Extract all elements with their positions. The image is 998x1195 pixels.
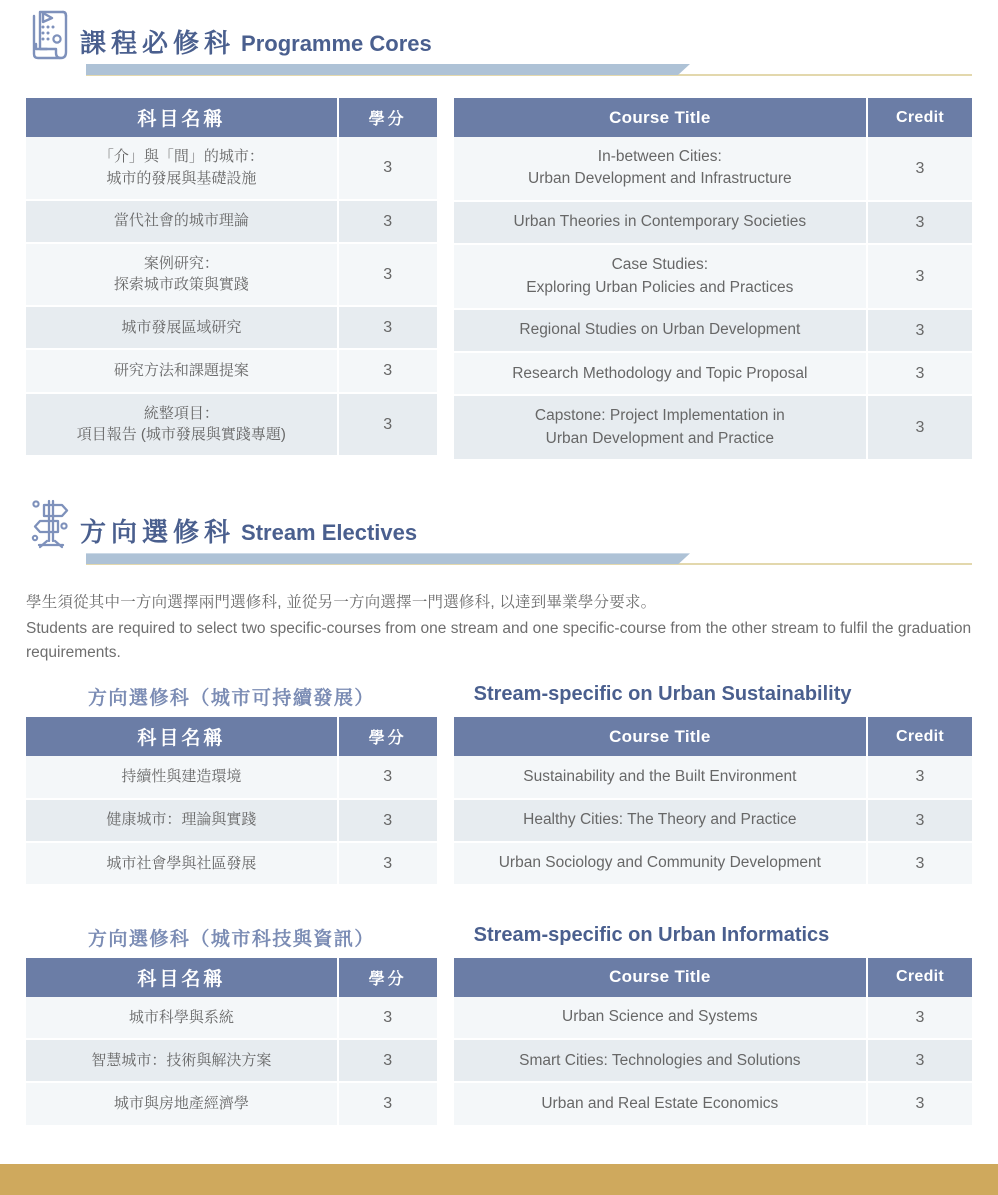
cell-course-title: 統整項目： 項目報告 (城市發展與實踐專題) <box>26 393 338 457</box>
cell-course-title: 案例研究： 探索城市政策與實踐 <box>26 243 338 307</box>
stream-subtitle-cn: 方向選修科（城市科技與資訊） <box>87 928 375 950</box>
cell-credit: 3 <box>867 352 972 395</box>
col-header-credit-en: Credit <box>867 98 972 137</box>
cell-course-title: 城市社會學與社區發展 <box>26 842 338 885</box>
divider-blue-bar <box>86 64 690 75</box>
table-header-row <box>454 98 972 137</box>
cores-table-en-body <box>454 137 972 460</box>
cell-credit: 3 <box>867 137 972 201</box>
cell-course-title: 「介」與「間」的城市： 城市的發展與基礎設施 <box>26 137 338 200</box>
table-header-row <box>454 717 972 756</box>
table-row <box>26 1039 437 1082</box>
cell-credit: 3 <box>338 200 437 243</box>
cell-course-title: Urban Science and Systems <box>454 997 867 1039</box>
stream-informatics-titles <box>0 924 998 951</box>
stream-informatics-table-en <box>454 958 972 1127</box>
section-title-en-cores: Programme Cores <box>241 31 432 56</box>
cell-course-title: Regional Studies on Urban Development <box>454 309 867 352</box>
table-row <box>454 352 972 395</box>
table-header-row <box>26 98 437 137</box>
cell-credit: 3 <box>338 756 437 798</box>
stream-informatics-cn-body <box>26 997 437 1126</box>
cell-course-title: Urban Sociology and Community Development <box>454 842 867 885</box>
cell-course-title: 智慧城市：技術與解決方案 <box>26 1039 338 1082</box>
col-header-credit-cn: 學分 <box>338 98 437 137</box>
table-row <box>454 309 972 352</box>
col-header-credit-en: Credit <box>867 958 972 997</box>
col-header-credit-cn: 學分 <box>338 717 437 756</box>
cell-credit: 3 <box>338 842 437 885</box>
stream-subtitle-en: Stream-specific on Urban Informatics <box>473 923 830 946</box>
table-header-row <box>454 958 972 997</box>
cell-credit: 3 <box>867 1082 972 1125</box>
signpost-icon <box>26 495 74 551</box>
table-row <box>454 997 972 1039</box>
stream-sustainability-table-pair <box>0 717 998 886</box>
cell-course-title: 城市科學與系統 <box>26 997 338 1039</box>
table-row <box>454 842 972 885</box>
cell-credit: 3 <box>867 799 972 842</box>
stream-sustainability-en-body <box>454 756 972 885</box>
footer-accent-bar <box>0 1164 998 1195</box>
stream-informatics-table-pair <box>0 958 998 1127</box>
cell-credit: 3 <box>867 244 972 309</box>
table-row <box>26 393 437 457</box>
stream-sustainability-cn-body <box>26 756 437 885</box>
stream-sustainability-titles <box>0 683 998 710</box>
cell-credit: 3 <box>867 309 972 352</box>
col-header-credit-cn: 學分 <box>338 958 437 997</box>
cell-credit: 3 <box>867 756 972 798</box>
cell-credit: 3 <box>338 1082 437 1125</box>
col-header-course-title-cn: 科目名稱 <box>26 958 338 997</box>
cell-course-title: Sustainability and the Built Environment <box>454 756 867 798</box>
divider-blue-bar <box>86 553 690 564</box>
table-row <box>26 306 437 349</box>
note-text-cn: 學生須從其中一方向選擇兩門選修科, 並從另一方向選擇一門選修科, 以達到畢業學分要求。 <box>26 594 657 612</box>
table-row <box>26 842 437 885</box>
section-divider-cores <box>0 64 998 80</box>
section-stream-electives <box>0 489 998 1126</box>
section-header-electives <box>0 489 998 551</box>
cell-credit: 3 <box>867 201 972 244</box>
section-title-cn-cores: 課程必修科 <box>80 28 236 58</box>
section-title-en-electives: Stream Electives <box>241 520 418 546</box>
cell-course-title: 健康城市：理論與實踐 <box>26 799 338 842</box>
cell-credit: 3 <box>867 1039 972 1082</box>
col-header-course-title-cn: 科目名稱 <box>26 98 338 137</box>
section-programme-cores <box>0 0 998 461</box>
cell-credit: 3 <box>338 1039 437 1082</box>
cell-credit: 3 <box>338 349 437 392</box>
table-row <box>26 243 437 307</box>
cell-course-title: Capstone: Project Implementation in Urban Development and Practice <box>454 395 867 460</box>
table-row <box>454 137 972 201</box>
col-header-course-title-cn: 科目名稱 <box>26 717 338 756</box>
cell-credit: 3 <box>867 997 972 1039</box>
stream-informatics-en-body <box>454 997 972 1126</box>
cell-credit: 3 <box>338 393 437 457</box>
col-header-course-title-en: Course Title <box>454 717 867 756</box>
section-header-cores <box>0 0 998 62</box>
cell-credit: 3 <box>867 842 972 885</box>
cores-table-cn <box>26 98 437 457</box>
cores-table-en <box>454 98 972 461</box>
table-row <box>454 201 972 244</box>
cell-course-title: 當代社會的城市理論 <box>26 200 338 243</box>
section-title-cn-electives: 方向選修科 <box>80 517 236 548</box>
table-row <box>454 1039 972 1082</box>
cell-credit: 3 <box>338 997 437 1039</box>
table-row <box>26 200 437 243</box>
table-row <box>454 799 972 842</box>
cell-course-title: Research Methodology and Topic Proposal <box>454 352 867 395</box>
cell-course-title: Urban and Real Estate Economics <box>454 1082 867 1125</box>
cell-credit: 3 <box>338 799 437 842</box>
cell-course-title: 城市與房地產經濟學 <box>26 1082 338 1125</box>
stream-subtitle-en: Stream-specific on Urban Sustainability <box>473 683 852 706</box>
blueprint-scroll-icon <box>26 6 74 62</box>
stream-sustainability-table-en <box>454 717 972 886</box>
electives-note <box>0 569 998 665</box>
table-row <box>454 395 972 460</box>
cell-credit: 3 <box>867 395 972 460</box>
cell-course-title: Case Studies: Exploring Urban Policies and Practices <box>454 244 867 309</box>
cell-course-title: Smart Cities: Technologies and Solutions <box>454 1039 867 1082</box>
table-row <box>26 137 437 200</box>
cell-course-title: Urban Theories in Contemporary Societies <box>454 201 867 244</box>
cell-credit: 3 <box>338 137 437 200</box>
stream-sustainability-table-cn <box>26 717 437 886</box>
cores-table-pair <box>0 98 998 461</box>
section-divider-electives <box>0 553 998 569</box>
table-row <box>454 1082 972 1125</box>
table-row <box>26 756 437 798</box>
table-header-row <box>26 958 437 997</box>
table-row <box>26 1082 437 1125</box>
cell-course-title: 研究方法和課題提案 <box>26 349 338 392</box>
table-row <box>26 349 437 392</box>
table-row <box>26 799 437 842</box>
stream-subtitle-cn: 方向選修科（城市可持續發展） <box>87 688 375 710</box>
table-row <box>454 244 972 309</box>
col-header-credit-en: Credit <box>867 717 972 756</box>
cell-course-title: 城市發展區域研究 <box>26 306 338 349</box>
table-row <box>26 997 437 1039</box>
col-header-course-title-en: Course Title <box>454 958 867 997</box>
cell-course-title: Healthy Cities: The Theory and Practice <box>454 799 867 842</box>
cell-course-title: In-between Cities: Urban Development and Infrastructure <box>454 137 867 201</box>
stream-informatics-table-cn <box>26 958 437 1127</box>
table-header-row <box>26 717 437 756</box>
col-header-course-title-en: Course Title <box>454 98 867 137</box>
table-row <box>454 756 972 798</box>
cell-course-title: 持續性與建造環境 <box>26 756 338 798</box>
note-text-en: Students are required to select two specific-courses from one stream and one specific-course from the other stream to fulfil the graduation requirements. <box>26 620 972 662</box>
cores-table-cn-body <box>26 137 437 456</box>
cell-credit: 3 <box>338 306 437 349</box>
cell-credit: 3 <box>338 243 437 307</box>
